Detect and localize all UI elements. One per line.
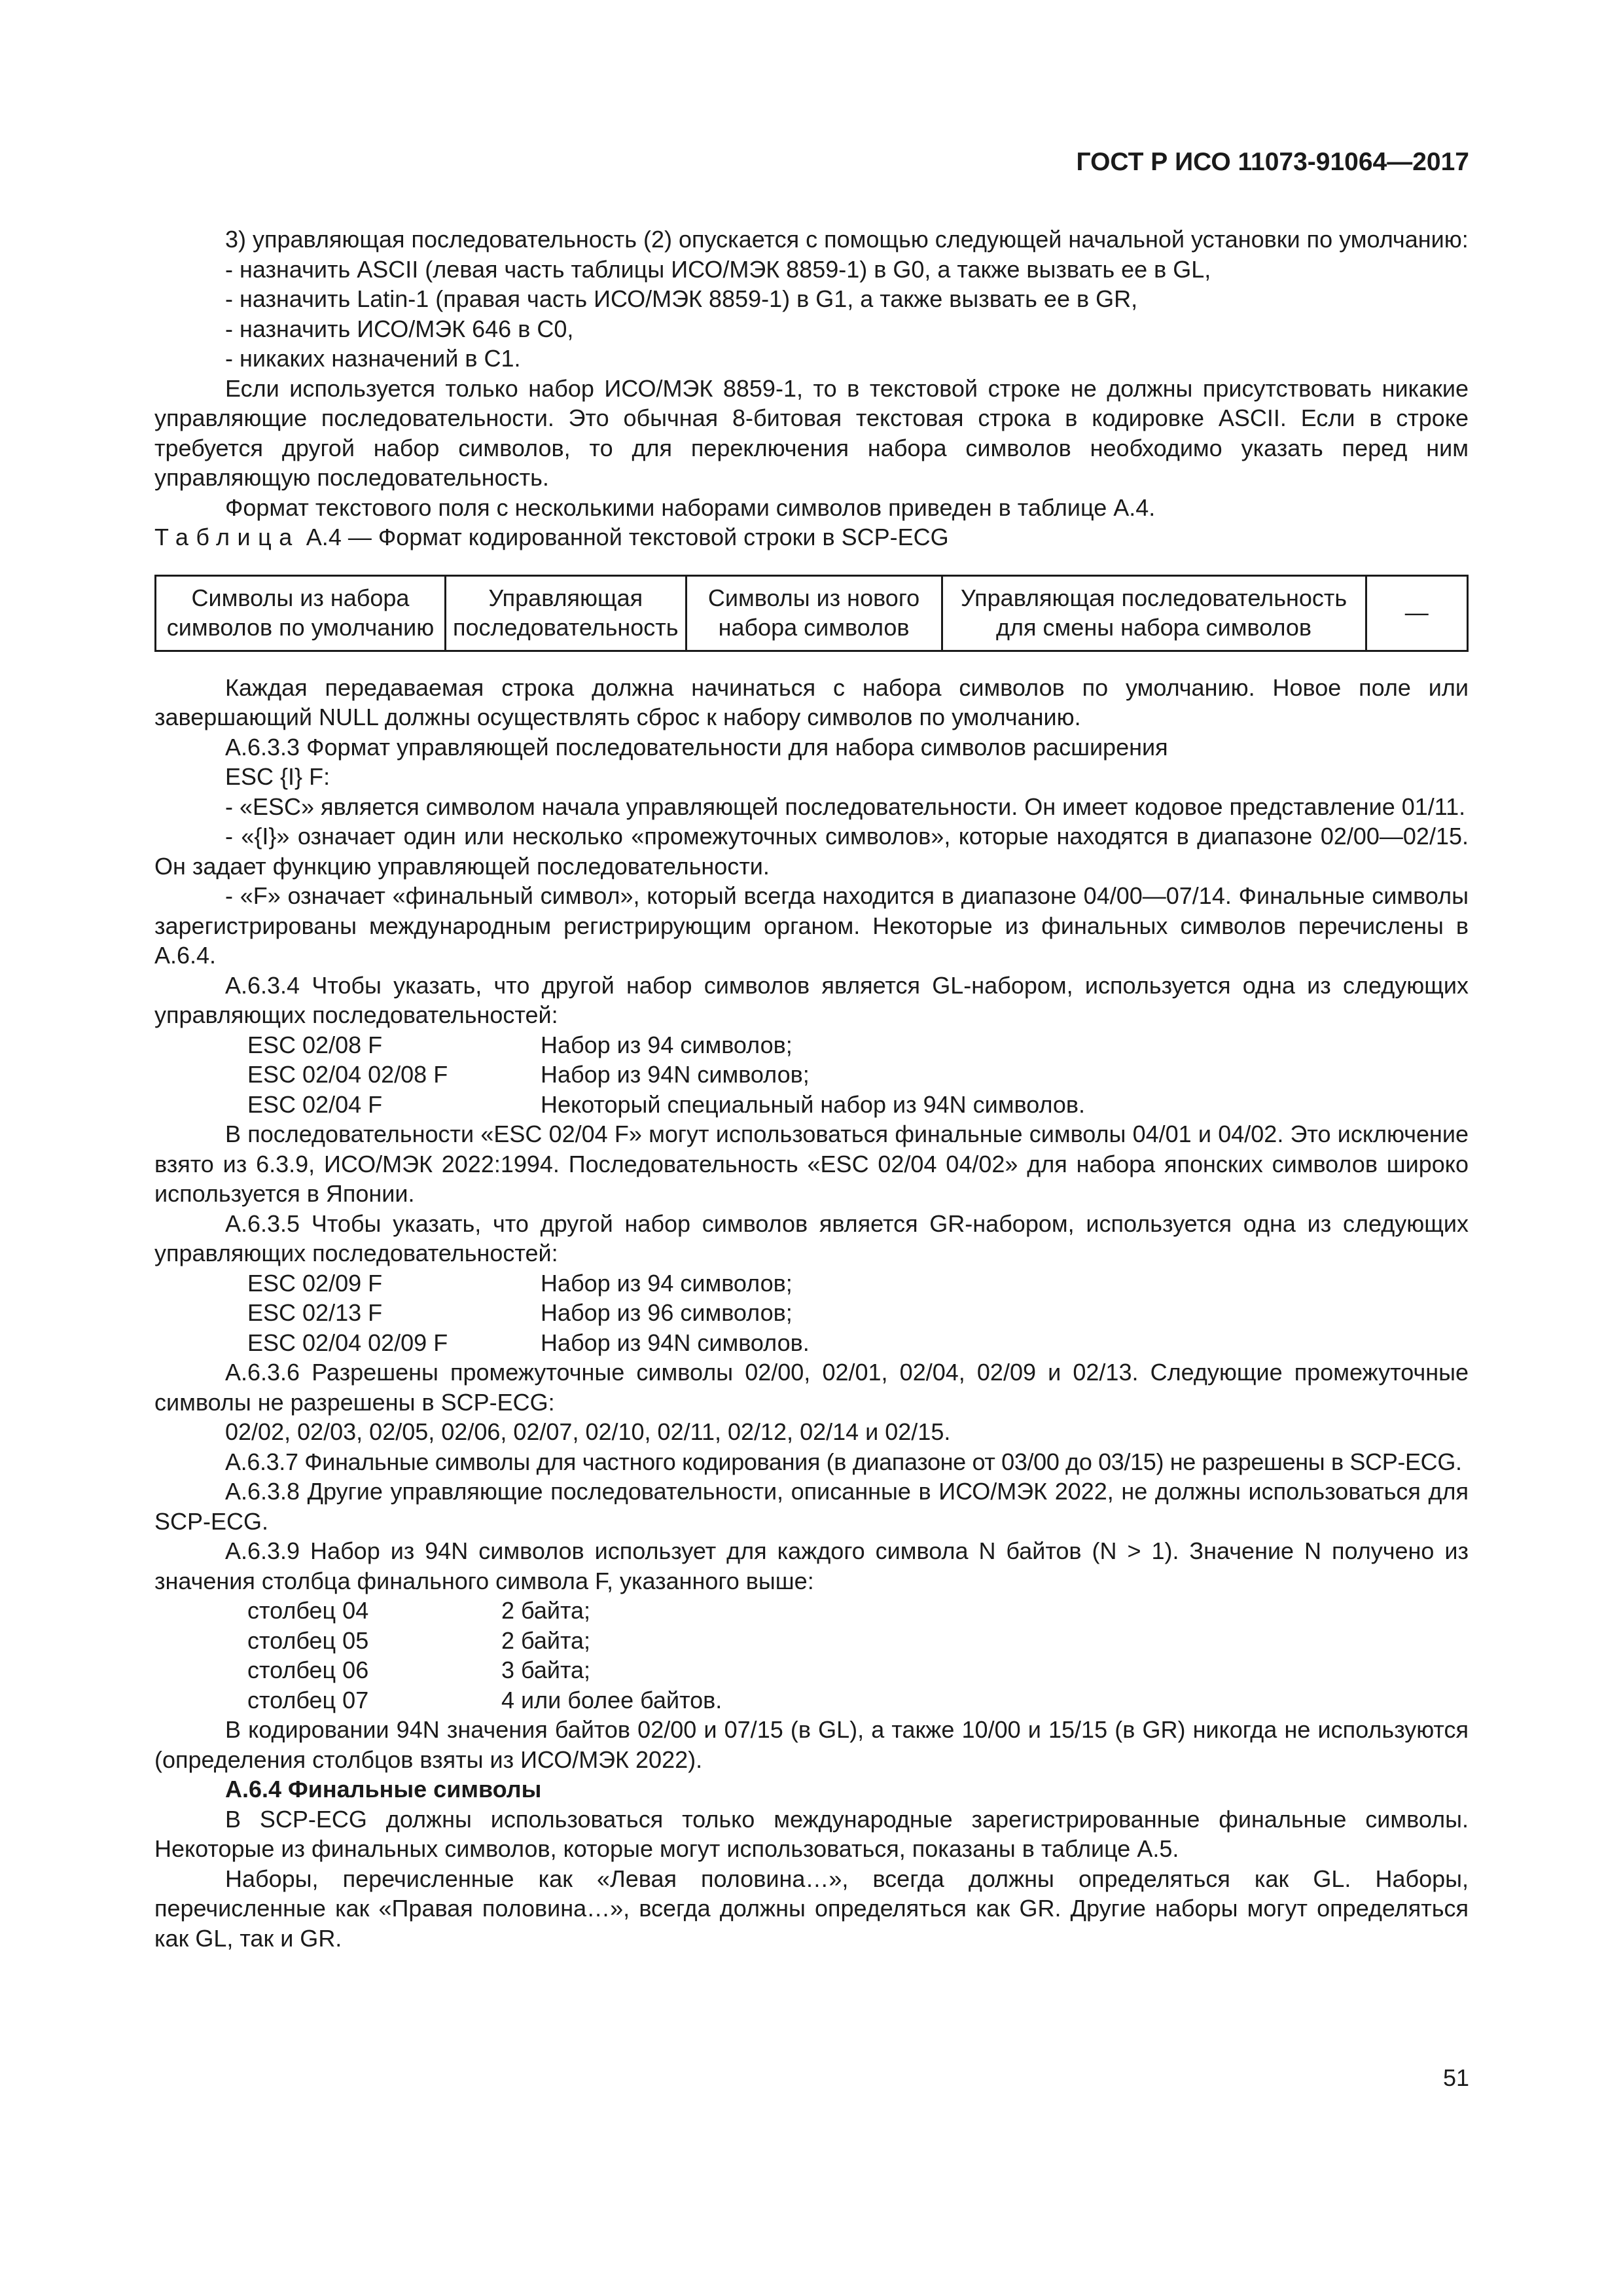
column-label: столбец 06 [247,1657,369,1683]
list-item [154,1655,1469,1685]
code-description: Набор из 94 символов; [541,1031,793,1058]
list-item: - назначить Latin-1 (правая часть ИСО/МЭК 8859-1) в G1, а также вызвать ее в GR, [225,285,1138,312]
list-item [154,1328,1469,1358]
list-item: - никаких назначений в C1. [225,345,521,372]
code-label: ESC 02/13 F [247,1299,383,1326]
list-item [154,1090,1469,1120]
paragraph: Наборы, перечисленные как «Левая половина…», всегда должны определяться как GL. Наборы, перечисленные как «Правая половина…», всегда должны определяться как GR. Другие наборы могут определяться как GL, так и GR. [154,1865,1469,1952]
paragraph: Формат текстового поля с несколькими наборами символов приведен в таблице А.4. [225,493,1156,521]
paragraph: В SCP-ECG должны использоваться только международные зарегистрированные финальные символы. Некоторые из финальных символов, которые могут использоваться, показаны в таблице А.5. [154,1805,1469,1862]
document-header: ГОСТ Р ИСО 11073-91064—2017 [1076,148,1469,176]
table-cell: — [1366,575,1467,651]
paragraph: А.6.3.4 Чтобы указать, что другой набор символов является GL-набором, используется одна из следующих управляющих последовательностей: [154,971,1469,1028]
paragraph: 3) управляющая последовательность (2) опускается с помощью следующей начальной установки по умолчанию: [225,226,1469,253]
code-description: Некоторый специальный набор из 94N символов. [541,1090,1086,1118]
code-label: ESC 02/04 02/08 F [247,1061,448,1088]
list-item [154,1060,1469,1090]
byte-count: 2 байта; [501,1626,591,1654]
page-content [154,224,1469,1953]
list-item [154,1596,1469,1626]
paragraph: 02/02, 02/03, 02/05, 02/06, 02/07, 02/10, 02/11, 02/12, 02/14 и 02/15. [225,1418,951,1445]
page-number: 51 [1442,2064,1469,2091]
code-label: ESC 02/04 F [247,1090,383,1118]
section-heading: А.6.3.3 Формат управляющей последовательности для набора символов расширения [225,733,1168,761]
list-item [154,1268,1469,1299]
code-description: Набор из 94N символов; [541,1061,810,1088]
byte-count: 2 байта; [501,1597,591,1624]
paragraph: Каждая передаваемая строка должна начинаться с набора символов по умолчанию. Новое поле или завершающий NULL должны осуществлять сброс к набору символов по умолчанию. [154,673,1469,730]
list-item [154,1030,1469,1060]
code-description: Набор из 94N символов. [541,1329,810,1356]
paragraph: А.6.3.7 Финальные символы для частного кодирования (в диапазоне от 03/00 до 03/15) не разрешены в SCP-ECG. [225,1448,1462,1475]
list-item [154,1626,1469,1656]
column-label: столбец 04 [247,1597,369,1624]
code-label: ESC 02/04 02/09 F [247,1329,448,1356]
code-description: Набор из 94 символов; [541,1269,793,1297]
paragraph: А.6.3.9 Набор из 94N символов использует для каждого символа N байтов (N > 1). Значение N получено из значения столбца финального символа F, указанного выше: [154,1537,1469,1594]
table-caption-text: А.4 — Формат кодированной текстовой строки в SCP-ECG [299,524,949,550]
list-item: - назначить ASCII (левая часть таблицы ИСО/МЭК 8859-1) в G0, а также вызвать ее в GL, [225,255,1211,283]
code-description: Набор из 96 символов; [541,1299,793,1326]
list-item [154,1298,1469,1328]
table-caption [154,522,1469,552]
code-label: ESC 02/09 F [247,1269,383,1297]
paragraph: В кодировании 94N значения байтов 02/00 и 07/15 (в GL), а также 10/00 и 15/15 (в GR) никогда не используются (определения столбцов взяты из ИСО/МЭК 2022). [154,1716,1469,1773]
code-label: ESC 02/08 F [247,1031,383,1058]
formula: ESC {I} F: [225,763,330,790]
table-caption-label: Таблица [154,524,300,550]
byte-count: 3 байта; [501,1657,591,1683]
definition-item: - «ESC» является символом начала управляющей последовательности. Он имеет кодовое представление 01/11. [225,793,1466,820]
table-cell: Символы из набора символов по умолчанию [156,575,446,651]
definition-item: - «{I}» означает один или несколько «промежуточных символов», которые находятся в диапазоне 02/00—02/15. Он задает функцию управляющей последовательности. [154,823,1469,880]
format-table [154,575,1469,652]
paragraph: Если используется только набор ИСО/МЭК 8859-1, то в текстовой строке не должны присутствовать никакие управляющие последовательности. Это обычная 8-битовая текстовая строка в кодировке ASCII. Если в строке требуется другой набор символов, то для переключения набора символов необходимо указать перед ним управляющую последовательность. [154,374,1469,491]
column-label: столбец 05 [247,1626,369,1654]
paragraph: В последовательности «ESC 02/04 F» могут использоваться финальные символы 04/01 и 04/02. Это исключение взято из 6.3.9, ИСО/МЭК 2022:1994. Последовательность «ESC 02/04 04/02» для набора японских символов широко используется в Японии. [154,1121,1469,1207]
table-cell: Управляющая последовательность [446,575,687,651]
paragraph: А.6.3.6 Разрешены промежуточные символы 02/00, 02/01, 02/04, 02/09 и 02/13. Следующие промежуточные символы не разрешены в SCP-ECG: [154,1359,1469,1416]
table-cell: Управляющая последовательность для смены набора символов [942,575,1366,651]
section-heading: А.6.4 Финальные символы [225,1776,542,1803]
list-item: - назначить ИСО/МЭК 646 в C0, [225,315,574,342]
column-label: столбец 07 [247,1686,369,1713]
table-cell: Символы из нового набора символов [686,575,942,651]
list-item [154,1685,1469,1715]
definition-item: - «F» означает «финальный символ», который всегда находится в диапазоне 04/00—07/14. Финальные символы зарегистрированы международным регистрирующим органом. Некоторые из финальных символов перечислены в А.6.4. [154,882,1469,969]
paragraph: А.6.3.8 Другие управляющие последовательности, описанные в ИСО/МЭК 2022, не должны использоваться для SCP-ECG. [154,1478,1469,1535]
byte-count: 4 или более байтов. [501,1686,722,1713]
table-row [156,575,1468,651]
paragraph: А.6.3.5 Чтобы указать, что другой набор символов является GR-набором, используется одна из следующих управляющих последовательностей: [154,1210,1469,1266]
